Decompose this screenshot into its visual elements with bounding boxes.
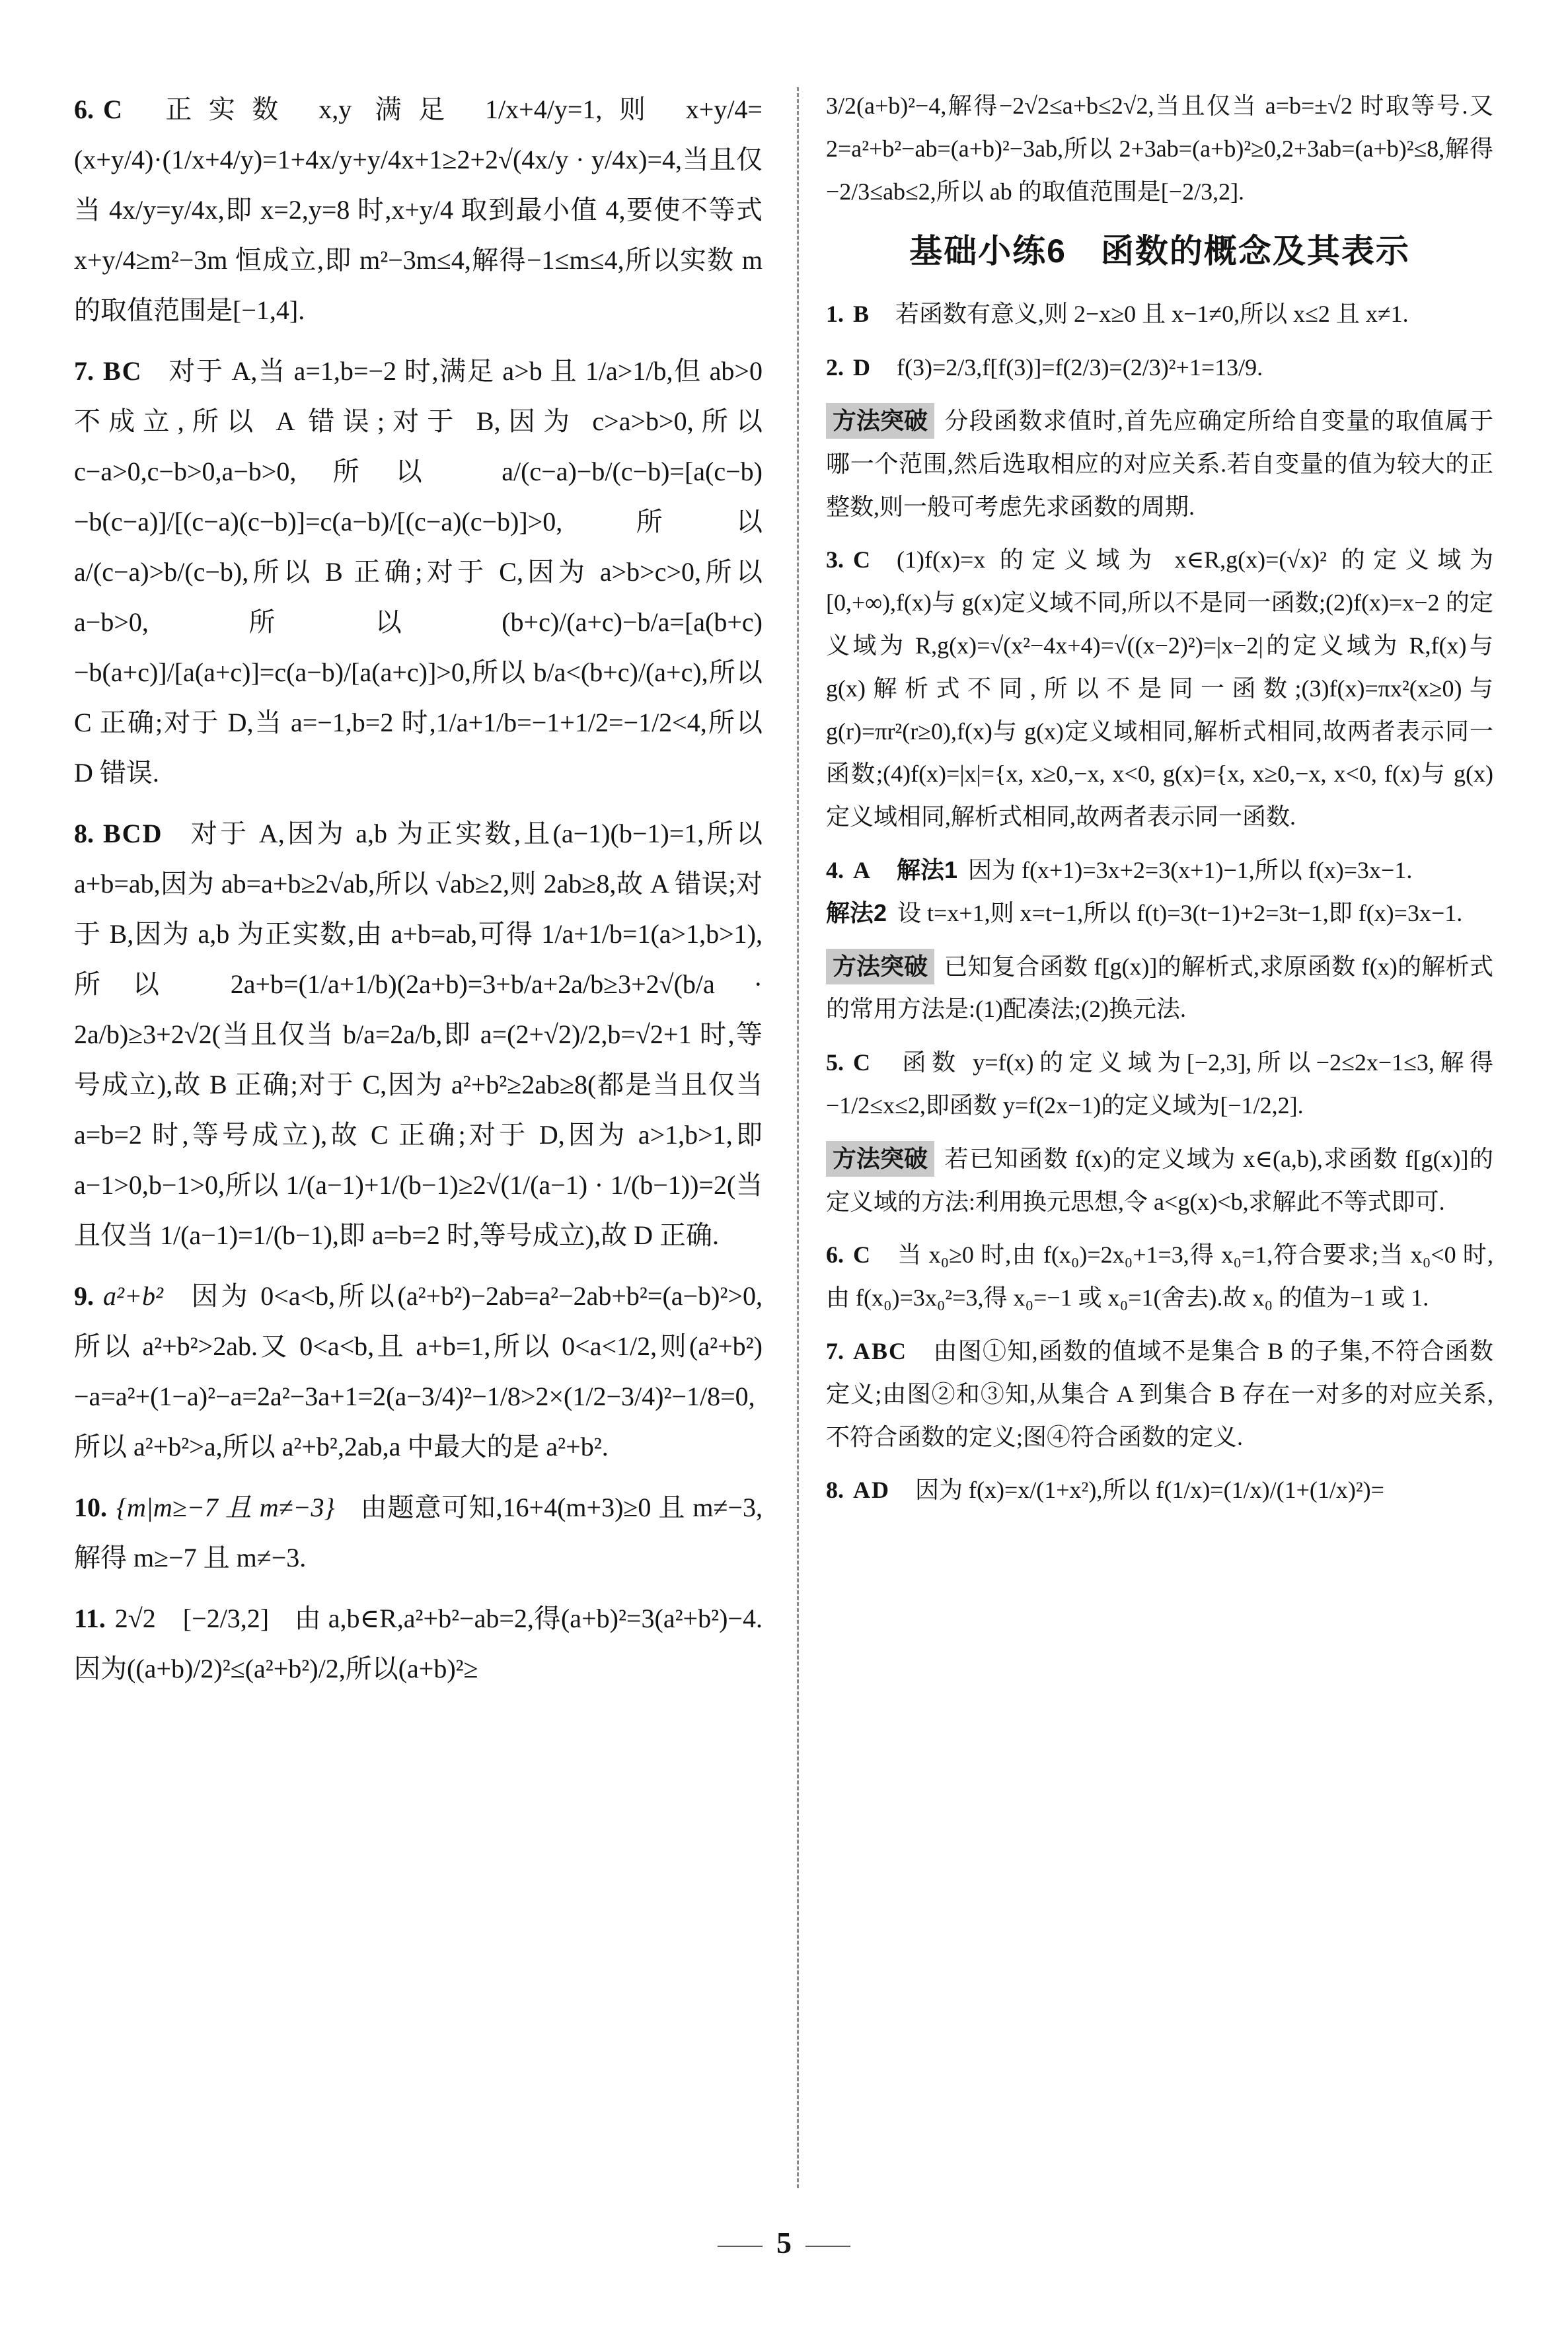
method-box [826, 1138, 1493, 1224]
item-number: 5. [826, 1049, 844, 1076]
item-answer: C [853, 1241, 872, 1269]
item-answer: B [853, 301, 871, 328]
item-text: 若函数有意义,则 2−x≥0 且 x−1≠0,所以 x≤2 且 x≠1. [895, 301, 1409, 328]
method-text: 若已知函数 f(x)的定义域为 x∈(a,b),求函数 f[g(x)]的定义域的方法:利用换元思想,令 a<g(x)<b,求解此不等式即可. [826, 1145, 1493, 1215]
item-text: 函数 y=f(x)的定义域为[−2,3],所以−2≤2x−1≤3,解得−1/2≤x≤2,即函数 y=f(2x−1)的定义域为[−1/2,2]. [826, 1049, 1493, 1119]
page-number: 5 [776, 2226, 792, 2260]
method-text: 分段函数求值时,首先应确定所给自变量的取值属于哪一个范围,然后选取相应的对应关系.若自变量的值为较大的正整数,则一般可考虑先求函数的周期. [826, 407, 1493, 520]
solution-item-6 [74, 85, 763, 336]
solution-item-9 [74, 1271, 763, 1472]
item-number: 4. [826, 856, 844, 883]
solution-item-3 [826, 538, 1493, 838]
footer-right-rule: — [805, 2229, 850, 2260]
item-text: (1)f(x)=x 的定义域为 x∈R,g(x)=(√x)² 的定义域为[0,+∞),f(x)与 g(x)定义域不同,所以不是同一函数;(2)f(x)=x−2 的定义域为 R,g(x)=√(x²−4x+4)=√((x−2)²)=|x−2|的定义域为 R,f(x)与 g(x)解析式不同,所以不是同一函数;(3)f(x)=πx²(x≥0)与 g(r)=πr²(r≥0),f(x)与 g(x)定义域相同,解析式相同,故两者表示同一函数;(4)f(x)=|x|={x, x≥0,−x, x<0, g(x)={x, x≥0,−x, x<0, f(x)与 g(x)定义域相同,解析式相同,故两者表示同一函数. [826, 546, 1494, 830]
item-answer: ABC [853, 1337, 908, 1364]
item-number: 9. [74, 1281, 94, 1311]
right-column [826, 85, 1493, 1522]
solution-item-4 [826, 849, 1493, 935]
solution-item-6r [826, 1234, 1493, 1319]
item-answer: C [103, 94, 124, 124]
item-text: 对于 A,因为 a,b 为正实数,且(a−1)(b−1)=1,所以 a+b=ab,因为 ab=a+b≥2√ab,所以 √ab≥2,则 2ab≥8,故 A 错误;对于 B,因为 a,b 为正实数,由 a+b=ab,可得 1/a+1/b=1(a>1,b>1),所以 2a+b=(1/a+1/b)(2a+b)=3+b/a+2a/b≥3+2√(b/a · 2a/b)≥3+2√2(当且仅当 b/a=2a/b,即 a=(2+√2)/2,b=√2+1 时,等号成立),故 B 正确;对于 C,因为 a²+b²≥2ab≥8(都是当且仅当 a=b=2 时,等号成立),故 C 正确;对于 D,因为 a>1,b>1,即 a−1>0,b−1>0,所以 1/(a−1)+1/(b−1)≥2√(1/(a−1) · 1/(b−1))=2(当且仅当 1/(a−1)=1/(b−1),即 a=b=2 时,等号成立),故 D 正确. [74, 819, 763, 1250]
solution-item-11 [74, 1594, 763, 1694]
item-text: 由图①知,函数的值域不是集合 B 的子集,不符合函数定义;由图②和③知,从集合 A 到集合 B 存在一对多的对应关系,不符合函数的定义;图④符合函数的定义. [826, 1337, 1493, 1450]
solution-item-2 [826, 346, 1493, 389]
item-answer: {m|m≥−7 且 m≠−3} [116, 1493, 335, 1522]
solution-method-2 [826, 892, 1493, 935]
item-text: 因为 0<a<b,所以(a²+b²)−2ab=a²−2ab+b²=(a−b)²>0,所以 a²+b²>2ab.又 0<a<b,且 a+b=1,所以 0<a<1/2,则(a²+b²)−a=a²+(1−a)²−a=2a²−3a+1=2(a−3/4)²−1/8>2×(1/2−3/4)²−1/8=0,所以 a²+b²>a,所以 a²+b²,2ab,a 中最大的是 a²+b². [74, 1281, 763, 1461]
solution-item-5 [826, 1041, 1493, 1127]
solution-item-1 [826, 293, 1493, 336]
solution-method-2-label: 解法2 [826, 899, 887, 926]
item-number: 8. [74, 819, 94, 848]
solution-item-8 [74, 809, 763, 1261]
method-tag: 方法突破 [826, 1141, 934, 1177]
method-box [826, 945, 1493, 1031]
footer-left-rule: — [718, 2229, 763, 2260]
item-number: 6. [826, 1241, 844, 1269]
solution-item-7r [826, 1330, 1493, 1458]
item-answer: C [853, 546, 872, 573]
item-answer: BC [103, 356, 143, 386]
item-number: 6. [74, 94, 94, 124]
solution-method-2-text: 设 t=x+1,则 x=t−1,所以 f(t)=3(t−1)+2=3t−1,即 f(x)=3x−1. [897, 899, 1463, 926]
item-answer: BCD [103, 819, 163, 848]
solution-continuation [826, 85, 1493, 213]
method-text: 已知复合函数 f[g(x)]的解析式,求原函数 f(x)的解析式的常用方法是:(1)配凑法;(2)换元法. [826, 953, 1493, 1023]
item-answer: D [853, 354, 872, 381]
item-answer: 2√2 [−2/3,2] [114, 1604, 270, 1633]
section-heading: 基础小练6 函数的概念及其表示 [909, 233, 1410, 270]
method-box [826, 400, 1493, 528]
method-tag: 方法突破 [826, 949, 934, 984]
item-answer: A [853, 856, 872, 883]
solution-item-8r [826, 1469, 1493, 1512]
item-text: 正实数 x,y 满足 1/x+4/y=1,则 x+y/4=(x+y/4)·(1/x+4/y)=1+4x/y+y/4x+1≥2+2√(4x/y · y/4x)=4,当且仅当 4x/y=y/4x,即 x=2,y=8 时,x+y/4 取到最小值 4,要使不等式 x+y/4≥m²−3m 恒成立,即 m²−3m≤4,解得−1≤m≤4,所以实数 m 的取值范围是[−1,4]. [74, 94, 763, 325]
item-answer: a²+b² [103, 1281, 163, 1311]
item-answer: AD [853, 1477, 890, 1504]
item-text: f(3)=2/3,f[f(3)]=f(2/3)=(2/3)²+1=13/9. [897, 354, 1263, 381]
solution-method-1-text: 因为 f(x+1)=3x+2=3(x+1)−1,所以 f(x)=3x−1. [968, 856, 1413, 883]
item-text: 对于 A,当 a=1,b=−2 时,满足 a>b 且 1/a>1/b,但 ab>0 不成立,所以 A 错误;对于 B,因为 c>a>b>0,所以 c−a>0,c−b>0,a−b>0,所以 a/(c−a)−b/(c−b)=[a(c−b)−b(c−a)]/[(c−a)(c−b)]=c(a−b)/[(c−a)(c−b)]>0,所以 a/(c−a)>b/(c−b),所以 B 正确;对于 C,因为 a>b>c>0,所以 a−b>0,所以(b+c)/(a+c)−b/a=[a(b+c)−b(a+c)]/[a(a+c)]=c(a−b)/[a(a+c)]>0,所以 b/a<(b+c)/(a+c),所以 C 正确;对于 D,当 a=−1,b=2 时,1/a+1/b=−1+1/2=−1/2<4,所以 D 错误. [74, 356, 763, 788]
item-answer: C [853, 1049, 872, 1076]
item-number: 2. [826, 354, 844, 381]
method-tag: 方法突破 [826, 403, 934, 439]
item-number: 8. [826, 1477, 844, 1504]
item-number: 1. [826, 301, 844, 328]
item-number: 7. [826, 1337, 844, 1364]
item-text: 由题意可知,16+4(m+3)≥0 且 m≠−3,解得 m≥−7 且 m≠−3. [74, 1493, 763, 1572]
item-text: 由 a,b∈R,a²+b²−ab=2,得(a+b)²=3(a²+b²)−4.因为((a+b)/2)²≤(a²+b²)/2,所以(a+b)²≥ [74, 1604, 763, 1683]
item-text: 因为 f(x)=x/(1+x²),所以 f(1/x)=(1/x)/(1+(1/x)²)= [915, 1477, 1384, 1504]
item-number: 7. [74, 356, 94, 386]
left-column [74, 85, 763, 1705]
solution-method-1-label: 解法1 [897, 856, 958, 883]
page-footer [0, 2225, 1568, 2260]
item-number: 3. [826, 546, 844, 573]
item-text: 3/2(a+b)²−4,解得−2√2≤a+b≤2√2,当且仅当 a=b=±√2 时取等号.又 2=a²+b²−ab=(a+b)²−3ab,所以 2+3ab=(a+b)²≥0,2+3ab=(a+b)²≤8,解得−2/3≤ab≤2,所以 ab 的取值范围是[−2/3,2]. [826, 92, 1493, 205]
item-number: 11. [74, 1604, 106, 1633]
item-text: 当 x₀≥0 时,由 f(x₀)=2x₀+1=3,得 x₀=1,符合要求;当 x₀<0 时,由 f(x₀)=3x₀²=3,得 x₀=−1 或 x₀=1(舍去).故 x₀ 的值为−1 或 1. [826, 1241, 1493, 1311]
solution-item-10 [74, 1483, 763, 1583]
item-number: 10. [74, 1493, 107, 1522]
solution-item-7 [74, 346, 763, 798]
column-divider [797, 87, 799, 2188]
